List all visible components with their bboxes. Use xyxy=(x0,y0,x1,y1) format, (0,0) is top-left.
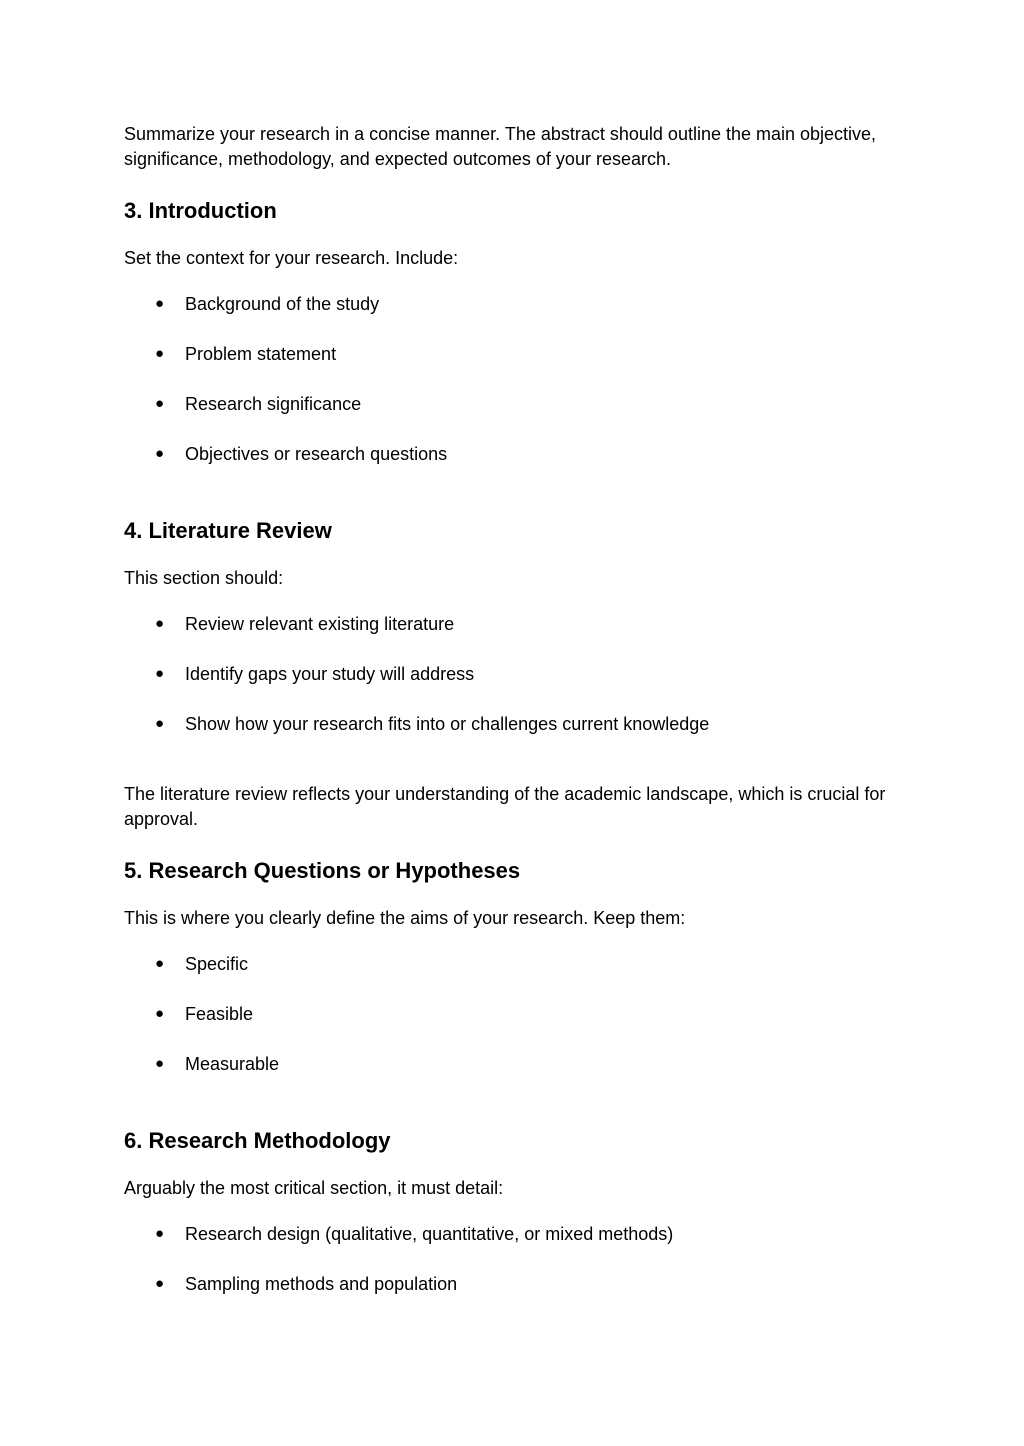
bullet-icon: ● xyxy=(155,295,165,312)
list-item-text: Specific xyxy=(185,954,249,974)
literature-review-intro: This section should: xyxy=(124,568,284,588)
research-questions-heading: 5. Research Questions or Hypotheses xyxy=(124,858,521,883)
list-item-text: Measurable xyxy=(185,1054,280,1074)
list-item xyxy=(124,713,914,735)
list-item-text: Identify gaps your study will address xyxy=(185,664,475,684)
list-item-text: Feasible xyxy=(185,1004,254,1024)
list-item xyxy=(124,1223,914,1245)
bullet-icon: ● xyxy=(155,1055,165,1072)
list-item-text: Sampling methods and population xyxy=(185,1274,458,1294)
list-item xyxy=(124,663,914,685)
introduction-intro: Set the context for your research. Include: xyxy=(124,248,459,268)
bullet-icon: ● xyxy=(155,1275,165,1292)
methodology-heading: 6. Research Methodology xyxy=(124,1128,391,1153)
list-item-text: Research design (qualitative, quantitative, or mixed methods) xyxy=(185,1224,674,1244)
list-item xyxy=(124,293,914,315)
list-item-text: Background of the study xyxy=(185,294,380,314)
bullet-icon: ● xyxy=(155,665,165,682)
list-item-text: Review relevant existing literature xyxy=(185,614,455,634)
list-item-text: Problem statement xyxy=(185,344,337,364)
literature-review-closing: The literature review reflects your understanding of the academic landscape, which is crucial for approval. xyxy=(124,784,886,829)
bullet-icon: ● xyxy=(155,1005,165,1022)
list-item xyxy=(124,953,914,975)
list-item-text: Show how your research fits into or challenges current knowledge xyxy=(185,714,710,734)
methodology-intro: Arguably the most critical section, it must detail: xyxy=(124,1178,504,1198)
list-item-text: Research significance xyxy=(185,394,362,414)
bullet-icon: ● xyxy=(155,445,165,462)
list-item xyxy=(124,613,914,635)
list-item xyxy=(124,1053,914,1075)
list-item xyxy=(124,443,914,465)
list-item xyxy=(124,343,914,365)
list-item xyxy=(124,1003,914,1025)
bullet-icon: ● xyxy=(155,615,165,632)
literature-review-heading: 4. Literature Review xyxy=(124,518,332,543)
list-item xyxy=(124,393,914,415)
list-item xyxy=(124,1273,914,1295)
abstract-paragraph: Summarize your research in a concise manner. The abstract should outline the main objective, significance, methodology, and expected outcomes of your research. xyxy=(124,124,877,169)
bullet-icon: ● xyxy=(155,715,165,732)
bullet-icon: ● xyxy=(155,345,165,362)
list-item-text: Objectives or research questions xyxy=(185,444,448,464)
bullet-icon: ● xyxy=(155,955,165,972)
bullet-icon: ● xyxy=(155,1225,165,1242)
research-questions-intro: This is where you clearly define the aims of your research. Keep them: xyxy=(124,908,686,928)
bullet-icon: ● xyxy=(155,395,165,412)
introduction-heading: 3. Introduction xyxy=(124,198,277,223)
